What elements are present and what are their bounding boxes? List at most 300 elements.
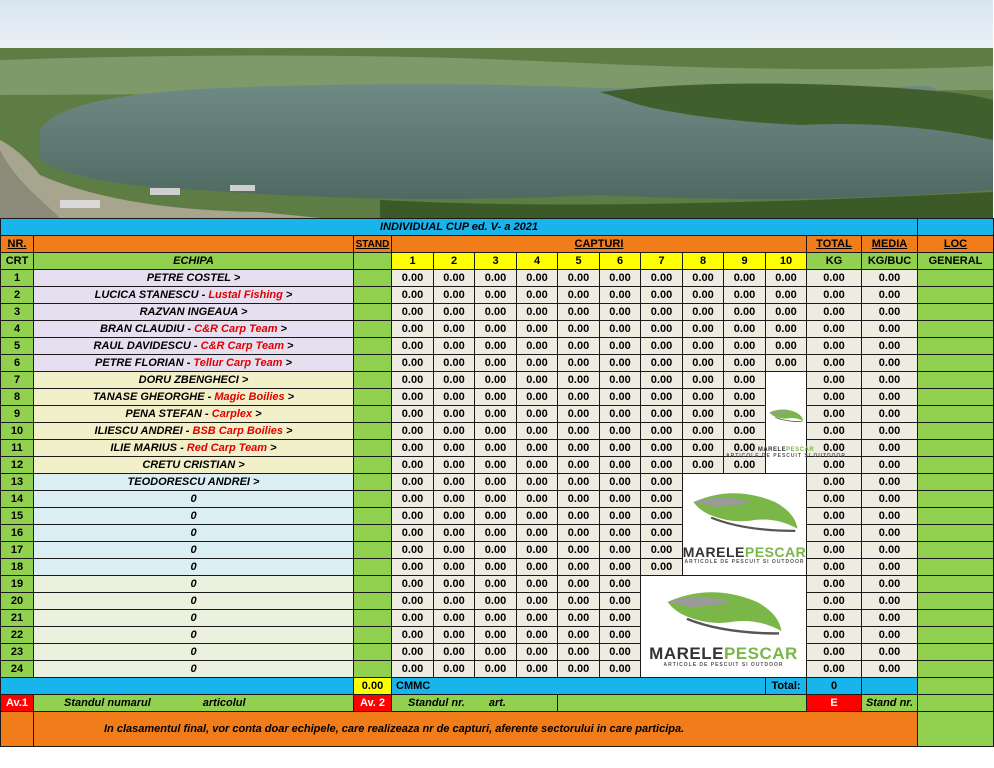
capture-cell[interactable]: 0.00: [641, 559, 683, 576]
capture-cell[interactable]: 0.00: [475, 457, 517, 474]
capture-cell[interactable]: 0.00: [600, 474, 641, 491]
capture-cell[interactable]: 0.00: [517, 474, 558, 491]
capture-cell[interactable]: 0.00: [558, 559, 600, 576]
competitor-name[interactable]: [34, 304, 354, 321]
media-cell: 0.00: [862, 423, 918, 440]
competitor-name[interactable]: [34, 576, 354, 593]
logo-wordmark: [758, 447, 814, 453]
capture-cell[interactable]: 0.00: [683, 287, 724, 304]
capture-cell[interactable]: 0.00: [683, 304, 724, 321]
competitor-name[interactable]: [34, 542, 354, 559]
capture-cell[interactable]: 0.00: [392, 644, 434, 661]
capture-cell[interactable]: 0.00: [475, 491, 517, 508]
capture-cell[interactable]: 0.00: [434, 508, 475, 525]
competitor-name[interactable]: [34, 355, 354, 372]
total-kg-cell: 0.00: [807, 610, 862, 627]
capture-col-6: 6: [600, 253, 641, 270]
stand-cell[interactable]: [354, 423, 392, 440]
capture-cell[interactable]: 0.00: [558, 389, 600, 406]
stand-cell[interactable]: [354, 610, 392, 627]
capture-cell[interactable]: 0.00: [683, 355, 724, 372]
capture-cell[interactable]: 0.00: [600, 559, 641, 576]
capture-cell[interactable]: 0.00: [600, 576, 641, 593]
standul-numarul-label: Standul numarul: [64, 696, 151, 709]
capture-cell[interactable]: 0.00: [392, 423, 434, 440]
capture-cell[interactable]: 0.00: [558, 627, 600, 644]
stand-header: STAND: [354, 236, 392, 253]
capture-cell[interactable]: 0.00: [683, 440, 724, 457]
capture-cell[interactable]: 0.00: [434, 304, 475, 321]
row-number: 11: [1, 440, 34, 457]
capture-cell[interactable]: 0.00: [434, 321, 475, 338]
capture-cell[interactable]: 0.00: [517, 542, 558, 559]
stand-cell[interactable]: [354, 372, 392, 389]
table-row: [1, 321, 994, 338]
capture-cell[interactable]: 0.00: [558, 457, 600, 474]
stand-cell[interactable]: [354, 304, 392, 321]
capture-cell[interactable]: 0.00: [558, 304, 600, 321]
capture-cell[interactable]: 0.00: [683, 372, 724, 389]
capture-cell[interactable]: 0.00: [475, 644, 517, 661]
row-number: 15: [1, 508, 34, 525]
competitor-label: 0: [190, 662, 197, 675]
capture-cell[interactable]: 0.00: [434, 627, 475, 644]
table-row: [1, 372, 994, 389]
capture-cell[interactable]: 0.00: [600, 270, 641, 287]
capture-cell[interactable]: 0.00: [724, 423, 766, 440]
capture-cell[interactable]: 0.00: [641, 491, 683, 508]
team-name: C&R Carp Team: [194, 322, 278, 335]
capture-cell[interactable]: 0.00: [475, 389, 517, 406]
capture-cell[interactable]: 0.00: [392, 321, 434, 338]
capture-cell[interactable]: 0.00: [475, 406, 517, 423]
capture-cell[interactable]: 0.00: [600, 406, 641, 423]
team-name: C&R Carp Team: [200, 339, 284, 352]
capture-cell[interactable]: 0.00: [724, 406, 766, 423]
capture-cell[interactable]: 0.00: [766, 321, 807, 338]
total-kg-cell: 0.00: [807, 304, 862, 321]
capture-cell[interactable]: 0.00: [434, 610, 475, 627]
capture-cell[interactable]: 0.00: [475, 508, 517, 525]
stand-cell[interactable]: [354, 457, 392, 474]
capture-cell[interactable]: 0.00: [724, 287, 766, 304]
capture-cell[interactable]: 0.00: [475, 423, 517, 440]
capture-cell[interactable]: 0.00: [600, 423, 641, 440]
capture-cell[interactable]: 0.00: [600, 644, 641, 661]
capture-cell[interactable]: 0.00: [517, 355, 558, 372]
stand-cell[interactable]: [354, 287, 392, 304]
capture-cell[interactable]: 0.00: [600, 389, 641, 406]
capture-cell[interactable]: 0.00: [434, 423, 475, 440]
capture-cell[interactable]: 0.00: [475, 287, 517, 304]
capture-cell[interactable]: 0.00: [600, 525, 641, 542]
capture-cell[interactable]: 0.00: [517, 508, 558, 525]
capture-cell[interactable]: 0.00: [724, 355, 766, 372]
competitor-name[interactable]: [34, 644, 354, 661]
capture-cell[interactable]: 0.00: [683, 406, 724, 423]
capture-cell[interactable]: 0.00: [517, 661, 558, 678]
capture-cell[interactable]: 0.00: [766, 355, 807, 372]
capture-cell[interactable]: 0.00: [392, 542, 434, 559]
total-kg-cell: 0.00: [807, 644, 862, 661]
capture-cell[interactable]: 0.00: [558, 542, 600, 559]
stand-cell[interactable]: [354, 525, 392, 542]
capture-cell[interactable]: 0.00: [683, 321, 724, 338]
capture-cell[interactable]: 0.00: [558, 423, 600, 440]
stand-cell[interactable]: [354, 542, 392, 559]
row-arrow: >: [284, 339, 294, 352]
capture-cell[interactable]: 0.00: [641, 474, 683, 491]
capture-cell[interactable]: 0.00: [600, 440, 641, 457]
capture-cell[interactable]: 0.00: [558, 440, 600, 457]
capture-cell[interactable]: 0.00: [641, 321, 683, 338]
loc-cell: [918, 304, 994, 321]
capture-cell[interactable]: 0.00: [517, 389, 558, 406]
standul-numarul-field[interactable]: [34, 695, 354, 712]
capture-cell[interactable]: 0.00: [392, 457, 434, 474]
competitor-name[interactable]: [34, 525, 354, 542]
competitor-name[interactable]: [34, 270, 354, 287]
capture-cell[interactable]: 0.00: [434, 644, 475, 661]
competitor-name[interactable]: [34, 610, 354, 627]
loc-cell: [918, 559, 994, 576]
capture-cell[interactable]: 0.00: [475, 321, 517, 338]
capture-cell[interactable]: 0.00: [392, 559, 434, 576]
capture-cell[interactable]: 0.00: [558, 270, 600, 287]
capture-cell[interactable]: 0.00: [434, 440, 475, 457]
capture-cell[interactable]: 0.00: [600, 355, 641, 372]
stand-cell[interactable]: [354, 338, 392, 355]
capture-cell[interactable]: 0.00: [641, 270, 683, 287]
capture-cell[interactable]: 0.00: [600, 304, 641, 321]
capture-cell[interactable]: 0.00: [392, 627, 434, 644]
capture-cell[interactable]: 0.00: [683, 423, 724, 440]
logo-word-a: MARELE: [757, 446, 787, 453]
capture-cell[interactable]: 0.00: [600, 321, 641, 338]
capture-cell[interactable]: 0.00: [475, 627, 517, 644]
capture-cell[interactable]: 0.00: [558, 321, 600, 338]
capture-cell[interactable]: 0.00: [517, 593, 558, 610]
competitor-name[interactable]: [34, 338, 354, 355]
media-cell: 0.00: [862, 389, 918, 406]
competitor-name[interactable]: [34, 457, 354, 474]
capture-cell[interactable]: 0.00: [517, 644, 558, 661]
capture-col-5: 5: [558, 253, 600, 270]
av-row: [1, 695, 994, 712]
competitor-name[interactable]: [34, 627, 354, 644]
stand-cell[interactable]: [354, 559, 392, 576]
stand-cell[interactable]: [354, 508, 392, 525]
row-number: 24: [1, 661, 34, 678]
row-number: 1: [1, 270, 34, 287]
logo-word-a: MARELE: [682, 543, 745, 560]
capture-cell[interactable]: 0.00: [766, 304, 807, 321]
capture-cell[interactable]: 0.00: [475, 542, 517, 559]
capture-cell[interactable]: 0.00: [475, 593, 517, 610]
capture-cell[interactable]: 0.00: [766, 287, 807, 304]
capture-cell[interactable]: 0.00: [683, 389, 724, 406]
capture-cell[interactable]: 0.00: [475, 372, 517, 389]
capture-cell[interactable]: 0.00: [475, 304, 517, 321]
capture-cell[interactable]: 0.00: [724, 389, 766, 406]
capture-cell[interactable]: 0.00: [600, 457, 641, 474]
stand-cell[interactable]: [354, 474, 392, 491]
capture-cell[interactable]: 0.00: [641, 542, 683, 559]
competitor-label: 0: [190, 560, 197, 573]
capture-cell[interactable]: 0.00: [558, 610, 600, 627]
competitor-name[interactable]: [34, 406, 354, 423]
stand-cell[interactable]: [354, 406, 392, 423]
capture-cell[interactable]: 0.00: [517, 525, 558, 542]
capture-cell[interactable]: 0.00: [517, 338, 558, 355]
capture-cell[interactable]: 0.00: [766, 270, 807, 287]
capture-cell[interactable]: 0.00: [434, 474, 475, 491]
capture-cell[interactable]: 0.00: [475, 355, 517, 372]
capture-cell[interactable]: 0.00: [600, 338, 641, 355]
competitor-name[interactable]: [34, 593, 354, 610]
media-cell: 0.00: [862, 321, 918, 338]
media-cell: 0.00: [862, 576, 918, 593]
team-name: Lustal Fishing: [208, 288, 283, 301]
stand-cell[interactable]: [354, 627, 392, 644]
capture-cell[interactable]: 0.00: [600, 491, 641, 508]
capture-cell[interactable]: 0.00: [434, 338, 475, 355]
capture-cell[interactable]: 0.00: [434, 576, 475, 593]
capture-cell[interactable]: 0.00: [475, 474, 517, 491]
team-name: Red Carp Team: [186, 441, 268, 454]
capture-cell[interactable]: 0.00: [517, 423, 558, 440]
capture-cell[interactable]: 0.00: [475, 525, 517, 542]
capture-cell[interactable]: 0.00: [558, 525, 600, 542]
media-cell: 0.00: [862, 491, 918, 508]
capture-cell[interactable]: 0.00: [558, 338, 600, 355]
stand-cell[interactable]: [354, 270, 392, 287]
capture-cell[interactable]: 0.00: [600, 627, 641, 644]
capture-cell[interactable]: 0.00: [641, 355, 683, 372]
loc-cell: [918, 610, 994, 627]
competitor-label: 0: [190, 577, 197, 590]
capture-cell[interactable]: 0.00: [392, 270, 434, 287]
competitor-name[interactable]: [34, 321, 354, 338]
capture-cell[interactable]: 0.00: [434, 559, 475, 576]
capture-cell[interactable]: 0.00: [392, 440, 434, 457]
capture-cell[interactable]: 0.00: [475, 440, 517, 457]
capture-cell[interactable]: 0.00: [600, 372, 641, 389]
capture-cell[interactable]: 0.00: [766, 338, 807, 355]
standul-nr-field[interactable]: [392, 695, 558, 712]
capture-cell[interactable]: 0.00: [641, 525, 683, 542]
capture-cell[interactable]: 0.00: [641, 389, 683, 406]
capture-cell[interactable]: 0.00: [641, 304, 683, 321]
team-name: BSB Carp Boilies: [192, 424, 283, 437]
stand-cell[interactable]: [354, 491, 392, 508]
footer-row: [1, 712, 994, 747]
competitor-name[interactable]: [34, 389, 354, 406]
capture-cell[interactable]: 0.00: [683, 338, 724, 355]
results-table: [0, 218, 994, 747]
capture-cell[interactable]: 0.00: [641, 508, 683, 525]
capture-cell[interactable]: 0.00: [558, 474, 600, 491]
competitor-name[interactable]: [34, 474, 354, 491]
capture-cell[interactable]: 0.00: [475, 610, 517, 627]
capture-cell[interactable]: 0.00: [392, 287, 434, 304]
capture-cell[interactable]: 0.00: [434, 372, 475, 389]
capture-cell[interactable]: 0.00: [434, 270, 475, 287]
capture-cell[interactable]: 0.00: [724, 372, 766, 389]
capture-cell[interactable]: 0.00: [724, 440, 766, 457]
capture-cell[interactable]: 0.00: [517, 372, 558, 389]
total-kg-cell: 0.00: [807, 372, 862, 389]
capture-cell[interactable]: 0.00: [392, 406, 434, 423]
capture-cell[interactable]: 0.00: [724, 304, 766, 321]
capture-cell[interactable]: 0.00: [683, 270, 724, 287]
capture-cell[interactable]: 0.00: [392, 389, 434, 406]
capture-cell[interactable]: 0.00: [475, 661, 517, 678]
capture-cell[interactable]: 0.00: [724, 338, 766, 355]
capture-cell[interactable]: 0.00: [600, 661, 641, 678]
capture-cell[interactable]: 0.00: [475, 576, 517, 593]
articolul-label: articolul: [202, 696, 246, 709]
capture-cell[interactable]: 0.00: [392, 355, 434, 372]
capture-cell[interactable]: 0.00: [517, 559, 558, 576]
capture-col-8: 8: [683, 253, 724, 270]
capture-cell[interactable]: 0.00: [641, 406, 683, 423]
capture-cell[interactable]: 0.00: [392, 610, 434, 627]
capture-cell[interactable]: 0.00: [517, 304, 558, 321]
capture-cell[interactable]: 0.00: [600, 508, 641, 525]
capture-cell[interactable]: 0.00: [558, 661, 600, 678]
capture-cell[interactable]: 0.00: [600, 610, 641, 627]
capture-cell[interactable]: 0.00: [641, 423, 683, 440]
media-cell: 0.00: [862, 661, 918, 678]
row-number: 4: [1, 321, 34, 338]
capture-cell[interactable]: 0.00: [641, 338, 683, 355]
capture-cell[interactable]: 0.00: [392, 372, 434, 389]
competitor-label: RAUL DAVIDESCU -: [93, 339, 201, 352]
capture-cell[interactable]: 0.00: [517, 440, 558, 457]
capture-cell[interactable]: 0.00: [475, 559, 517, 576]
capture-cell[interactable]: 0.00: [392, 593, 434, 610]
total-kg-cell: 0.00: [807, 627, 862, 644]
capture-cell[interactable]: 0.00: [558, 491, 600, 508]
stand-cell[interactable]: [354, 355, 392, 372]
media-cell: 0.00: [862, 627, 918, 644]
competitor-label: PETRE FLORIAN -: [95, 356, 194, 369]
capture-cell[interactable]: 0.00: [517, 270, 558, 287]
capture-cell[interactable]: 0.00: [558, 593, 600, 610]
capture-cell[interactable]: 0.00: [392, 338, 434, 355]
capture-cell[interactable]: 0.00: [434, 491, 475, 508]
capture-cell[interactable]: 0.00: [558, 508, 600, 525]
competitor-name[interactable]: [34, 508, 354, 525]
capture-cell[interactable]: 0.00: [558, 355, 600, 372]
capture-cell[interactable]: 0.00: [517, 406, 558, 423]
capture-cell[interactable]: 0.00: [517, 491, 558, 508]
capture-cell[interactable]: 0.00: [683, 457, 724, 474]
capture-cell[interactable]: 0.00: [434, 593, 475, 610]
capture-cell[interactable]: 0.00: [434, 457, 475, 474]
capture-cell[interactable]: 0.00: [517, 321, 558, 338]
competitor-name[interactable]: [34, 287, 354, 304]
capture-cell[interactable]: 0.00: [641, 372, 683, 389]
capture-cell[interactable]: 0.00: [558, 644, 600, 661]
fish-icon: [649, 585, 798, 646]
capture-cell[interactable]: 0.00: [392, 491, 434, 508]
capture-cell[interactable]: 0.00: [475, 338, 517, 355]
capture-col-9: 9: [724, 253, 766, 270]
capture-cell[interactable]: 0.00: [558, 372, 600, 389]
capture-cell[interactable]: 0.00: [392, 661, 434, 678]
capture-cell[interactable]: 0.00: [434, 355, 475, 372]
capture-cell[interactable]: 0.00: [434, 542, 475, 559]
stand-cell[interactable]: [354, 644, 392, 661]
stand-cell[interactable]: [354, 440, 392, 457]
capture-cell[interactable]: 0.00: [724, 270, 766, 287]
capture-cell[interactable]: 0.00: [558, 406, 600, 423]
competitor-name[interactable]: [34, 559, 354, 576]
total-value: 0: [807, 678, 862, 695]
total-kg-cell: 0.00: [807, 423, 862, 440]
capture-cell[interactable]: 0.00: [517, 627, 558, 644]
row-number: 14: [1, 491, 34, 508]
table-row: [1, 644, 994, 661]
stand-cell[interactable]: [354, 576, 392, 593]
capture-cell[interactable]: 0.00: [517, 457, 558, 474]
capture-cell[interactable]: 0.00: [600, 542, 641, 559]
competitor-name[interactable]: [34, 491, 354, 508]
capture-cell[interactable]: 0.00: [392, 474, 434, 491]
capture-cell[interactable]: 0.00: [475, 270, 517, 287]
capture-cell[interactable]: 0.00: [558, 287, 600, 304]
competitor-name[interactable]: [34, 661, 354, 678]
capture-cell[interactable]: 0.00: [434, 661, 475, 678]
row-number: 13: [1, 474, 34, 491]
stand-cell[interactable]: [354, 389, 392, 406]
capture-cell[interactable]: 0.00: [392, 508, 434, 525]
capture-cell[interactable]: 0.00: [434, 525, 475, 542]
capture-cell[interactable]: 0.00: [641, 440, 683, 457]
stand-cell[interactable]: [354, 321, 392, 338]
stand-cell[interactable]: [354, 593, 392, 610]
capture-cell[interactable]: 0.00: [724, 457, 766, 474]
competitor-name[interactable]: [34, 372, 354, 389]
stand-cell[interactable]: [354, 661, 392, 678]
capture-cell[interactable]: 0.00: [517, 287, 558, 304]
row-number: 18: [1, 559, 34, 576]
competitor-name[interactable]: [34, 423, 354, 440]
logo-cell: [641, 576, 807, 678]
capture-cell[interactable]: 0.00: [724, 321, 766, 338]
capture-cell[interactable]: 0.00: [641, 287, 683, 304]
capture-cell[interactable]: 0.00: [392, 304, 434, 321]
capture-cell[interactable]: 0.00: [600, 593, 641, 610]
loc-cell: [918, 270, 994, 287]
capture-cell[interactable]: 0.00: [641, 457, 683, 474]
capture-cell[interactable]: 0.00: [517, 576, 558, 593]
competitor-name[interactable]: [34, 440, 354, 457]
total-kg-cell: 0.00: [807, 440, 862, 457]
capture-cell[interactable]: 0.00: [392, 525, 434, 542]
capture-cell[interactable]: 0.00: [558, 576, 600, 593]
capture-cell[interactable]: 0.00: [392, 576, 434, 593]
competitor-label: ILIESCU ANDREI -: [94, 424, 193, 437]
media-cell: 0.00: [862, 440, 918, 457]
capture-cell[interactable]: 0.00: [434, 406, 475, 423]
capture-cell[interactable]: 0.00: [600, 287, 641, 304]
capture-cell[interactable]: 0.00: [517, 610, 558, 627]
capture-cell[interactable]: 0.00: [434, 389, 475, 406]
capture-cell[interactable]: 0.00: [434, 287, 475, 304]
